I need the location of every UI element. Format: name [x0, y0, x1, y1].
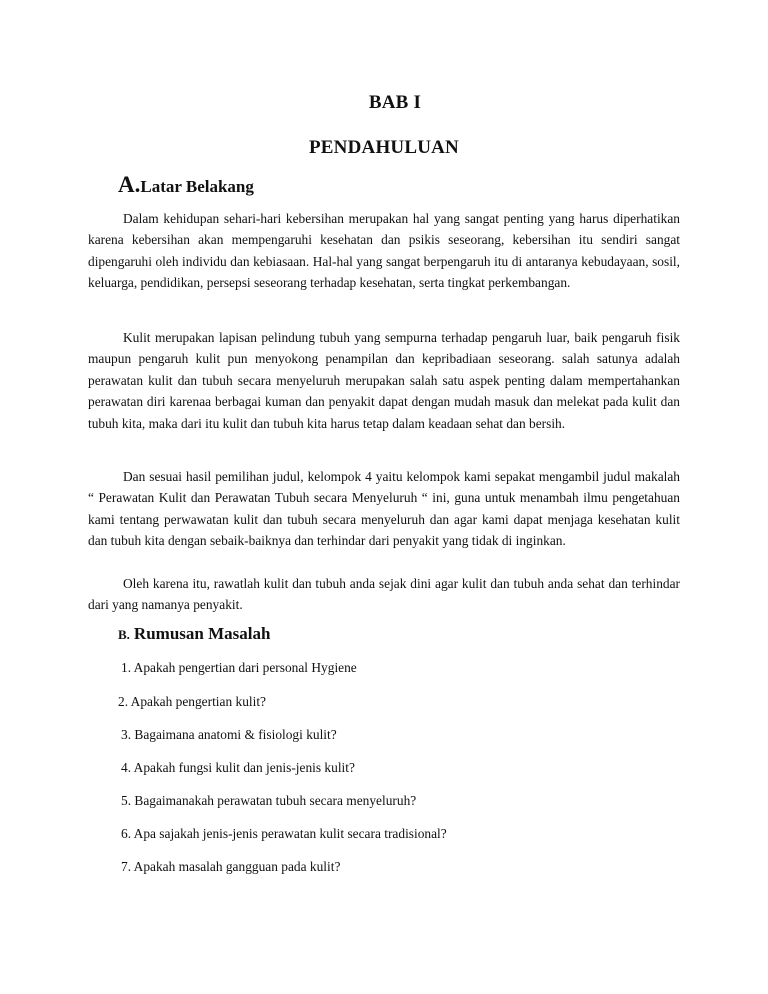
chapter-title: PENDAHULUAN: [309, 137, 459, 158]
section-b-heading: [118, 624, 270, 644]
question-item: 7. Apakah masalah gangguan pada kulit?: [121, 859, 341, 874]
question-item: 4. Apakah fungsi kulit dan jenis-jenis kulit?: [121, 760, 355, 775]
section-b-letter: B.: [118, 627, 130, 642]
question-item: 3. Bagaimana anatomi & fisiologi kulit?: [121, 727, 337, 742]
question-item: 1. Apakah pengertian dari personal Hygiene: [121, 660, 357, 675]
paragraph: Dalam kehidupan sehari-hari kebersihan merupakan hal yang sangat penting yang harus diperhatikan karena kebersihan akan mempengaruhi kesehatan dan psikis seseorang, kebersihan itu sendiri sangat dipengaruhi oleh individu dan kebiasaan. Hal-hal yang sangat berpengaruh itu di antaranya kebudayaan, sosil, keluarga, pendidikan, persepsi seseorang terhadap kesehatan, serta tingkat perkembangan.: [88, 211, 680, 291]
paragraph: Kulit merupakan lapisan pelindung tubuh yang sempurna terhadap pengaruh luar, baik pengaruh fisik maupun pengaruh kulit pun menyokong penampilan dan kepribadiaan seseorang. salah satunya adalah perawatan kulit dan tubuh secara menyeluruh merupakan salah satu aspek penting dalam mempertahankan perawatan diri karenaa berbagai kuman dan penyakit dapat dengan mudah masuk dan melekat pada kulit dan tubuh kita, maka dari itu kulit dan tubuh kita harus tetap dalam keadaan sehat dan bersih.: [88, 330, 680, 431]
section-b-title: Rumusan Masalah: [133, 624, 271, 643]
chapter-heading: BAB I: [368, 92, 422, 113]
paragraph: Oleh karena itu, rawatlah kulit dan tubuh anda sejak dini agar kulit dan tubuh anda sehat dan terhindar dari yang namanya penyakit.: [88, 576, 680, 613]
section-a-letter: A.: [118, 172, 141, 197]
section-a-heading: [118, 172, 254, 198]
section-a-title: Latar Belakang: [140, 177, 254, 196]
paragraph: Dan sesuai hasil pemilihan judul, kelompok 4 yaitu kelompok kami sepakat mengambil judul makalah “ Perawatan Kulit dan Perawatan Tubuh secara Menyeluruh “ ini, guna untuk menambah ilmu pengetahuan kami tentang perwawatan kulit dan tubuh secara menyeluruh dan agar kami dapat menjaga kesehatan kulit dan tubuh kita dengan sebaik-baiknya dan terhindar dari penyakit yang tidak di inginkan.: [88, 469, 680, 549]
question-item: 5. Bagaimanakah perawatan tubuh secara menyeluruh?: [121, 793, 417, 808]
question-item: 2. Apakah pengertian kulit?: [118, 694, 266, 709]
question-item: 6. Apa sajakah jenis-jenis perawatan kulit secara tradisional?: [121, 826, 447, 841]
